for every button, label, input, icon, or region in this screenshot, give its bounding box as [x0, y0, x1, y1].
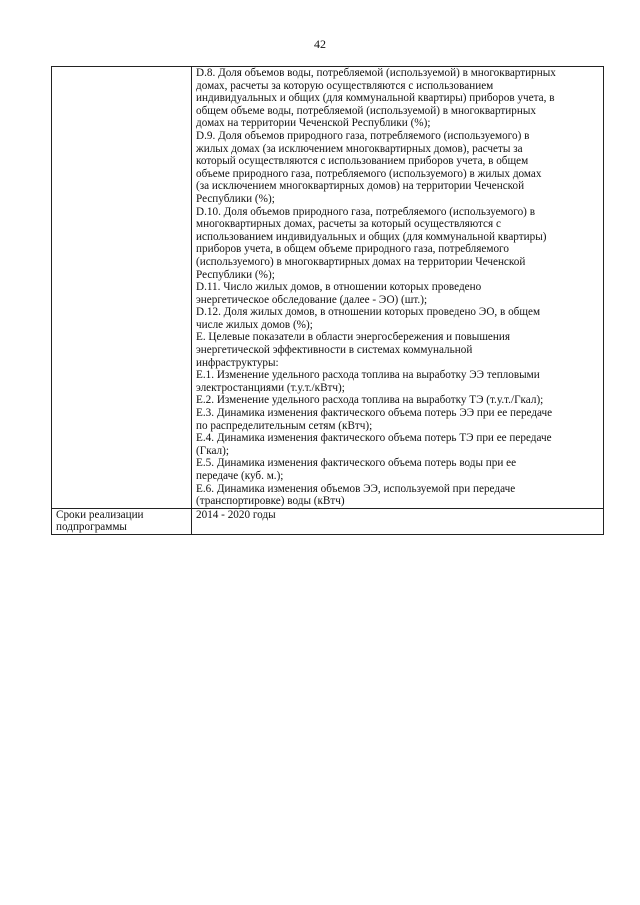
indicator-line: энергетическое обследование (далее - ЭО) (шт.);: [196, 293, 428, 306]
indicator-line: D.12. Доля жилых домов, в отношении которых проведено ЭО, в общем: [196, 306, 541, 319]
indicator-line: E. Целевые показатели в области энергосбережения и повышения: [196, 331, 511, 344]
implementation-period: 2014 - 2020 годы: [196, 508, 276, 521]
indicator-line: жилых домах (за исключением многоквартирных домов), расчеты за: [196, 142, 523, 155]
indicator-line: E.2. Изменение удельного расхода топлива на выработку ТЭ (т.у.т./Гкал);: [196, 394, 544, 407]
row-label-cell: [52, 67, 192, 509]
indicator-line: индивидуальных и общих (для коммунальной квартиры) приборов учета, в: [196, 92, 555, 105]
table-row: [52, 508, 604, 534]
indicator-line: (за исключением многоквартирных домов) на территории Чеченской: [196, 180, 525, 193]
indicator-line: D.9. Доля объемов природного газа, потребляемого (используемого) в: [196, 129, 530, 142]
indicator-line: (используемого) в многоквартирных домах на территории Чеченской: [196, 255, 526, 268]
indicator-line: D.10. Доля объемов природного газа, потребляемого (используемого) в: [196, 205, 535, 218]
indicator-line: общем объеме воды, потребляемой (используемой) в многоквартирных: [196, 104, 536, 117]
page-number: 42: [314, 37, 326, 51]
row-content-cell: [192, 67, 604, 509]
indicator-line: инфраструктуры:: [196, 356, 279, 369]
indicator-line: D.11. Число жилых домов, в отношении которых проведено: [196, 281, 482, 294]
indicator-line: энергетической эффективности в системах коммунальной: [196, 344, 473, 357]
indicator-line: домах на территории Чеченской Республики (%);: [196, 117, 431, 130]
subprogram-passport-table: [51, 66, 604, 535]
row-label-line: подпрограммы: [56, 521, 127, 534]
indicator-line: приборов учета, в общем объеме природного газа, потребляемого: [196, 243, 509, 256]
indicator-line: (Гкал);: [196, 444, 229, 457]
row-label-cell: [52, 508, 192, 534]
indicator-line: числе жилых домов (%);: [196, 318, 313, 331]
row-content-cell: [192, 508, 604, 534]
indicator-line: электростанциями (т.у.т./кВтч);: [196, 381, 345, 394]
row-label-line: Сроки реализации: [56, 508, 144, 521]
indicator-line: который осуществляются с использованием приборов учета, в общем: [196, 155, 529, 168]
indicator-line: домах, расчеты за которую осуществляются с использованием: [196, 79, 494, 92]
indicator-line: Республики (%);: [196, 192, 275, 205]
indicator-line: E.5. Динамика изменения фактического объема потерь воды при ее: [196, 457, 517, 470]
indicator-line: передаче (куб. м.);: [196, 470, 284, 482]
indicator-line: E.3. Динамика изменения фактического объема потерь ЭЭ при ее передаче: [196, 407, 553, 420]
indicator-line: многоквартирных домах, расчеты за который осуществляются с: [196, 218, 501, 231]
indicator-line: D.8. Доля объемов воды, потребляемой (используемой) в многоквартирных: [196, 67, 556, 79]
indicator-line: (транспортировке) воды (кВтч): [196, 495, 345, 508]
indicator-line: E.4. Динамика изменения фактического объема потерь ТЭ при ее передаче: [196, 432, 552, 445]
indicator-line: по распределительным сетям (кВтч);: [196, 419, 373, 432]
indicator-line: E.6. Динамика изменения объемов ЭЭ, используемой при передаче: [196, 482, 516, 495]
indicator-line: использованием индивидуальных и общих (для коммунальной квартиры): [196, 230, 547, 243]
indicator-line: объеме природного газа, потребляемого (используемого) в жилых домах: [196, 167, 542, 180]
indicator-line: Республики (%);: [196, 268, 275, 281]
indicator-line: E.1. Изменение удельного расхода топлива на выработку ЭЭ тепловыми: [196, 369, 540, 382]
table-row: [52, 67, 604, 509]
